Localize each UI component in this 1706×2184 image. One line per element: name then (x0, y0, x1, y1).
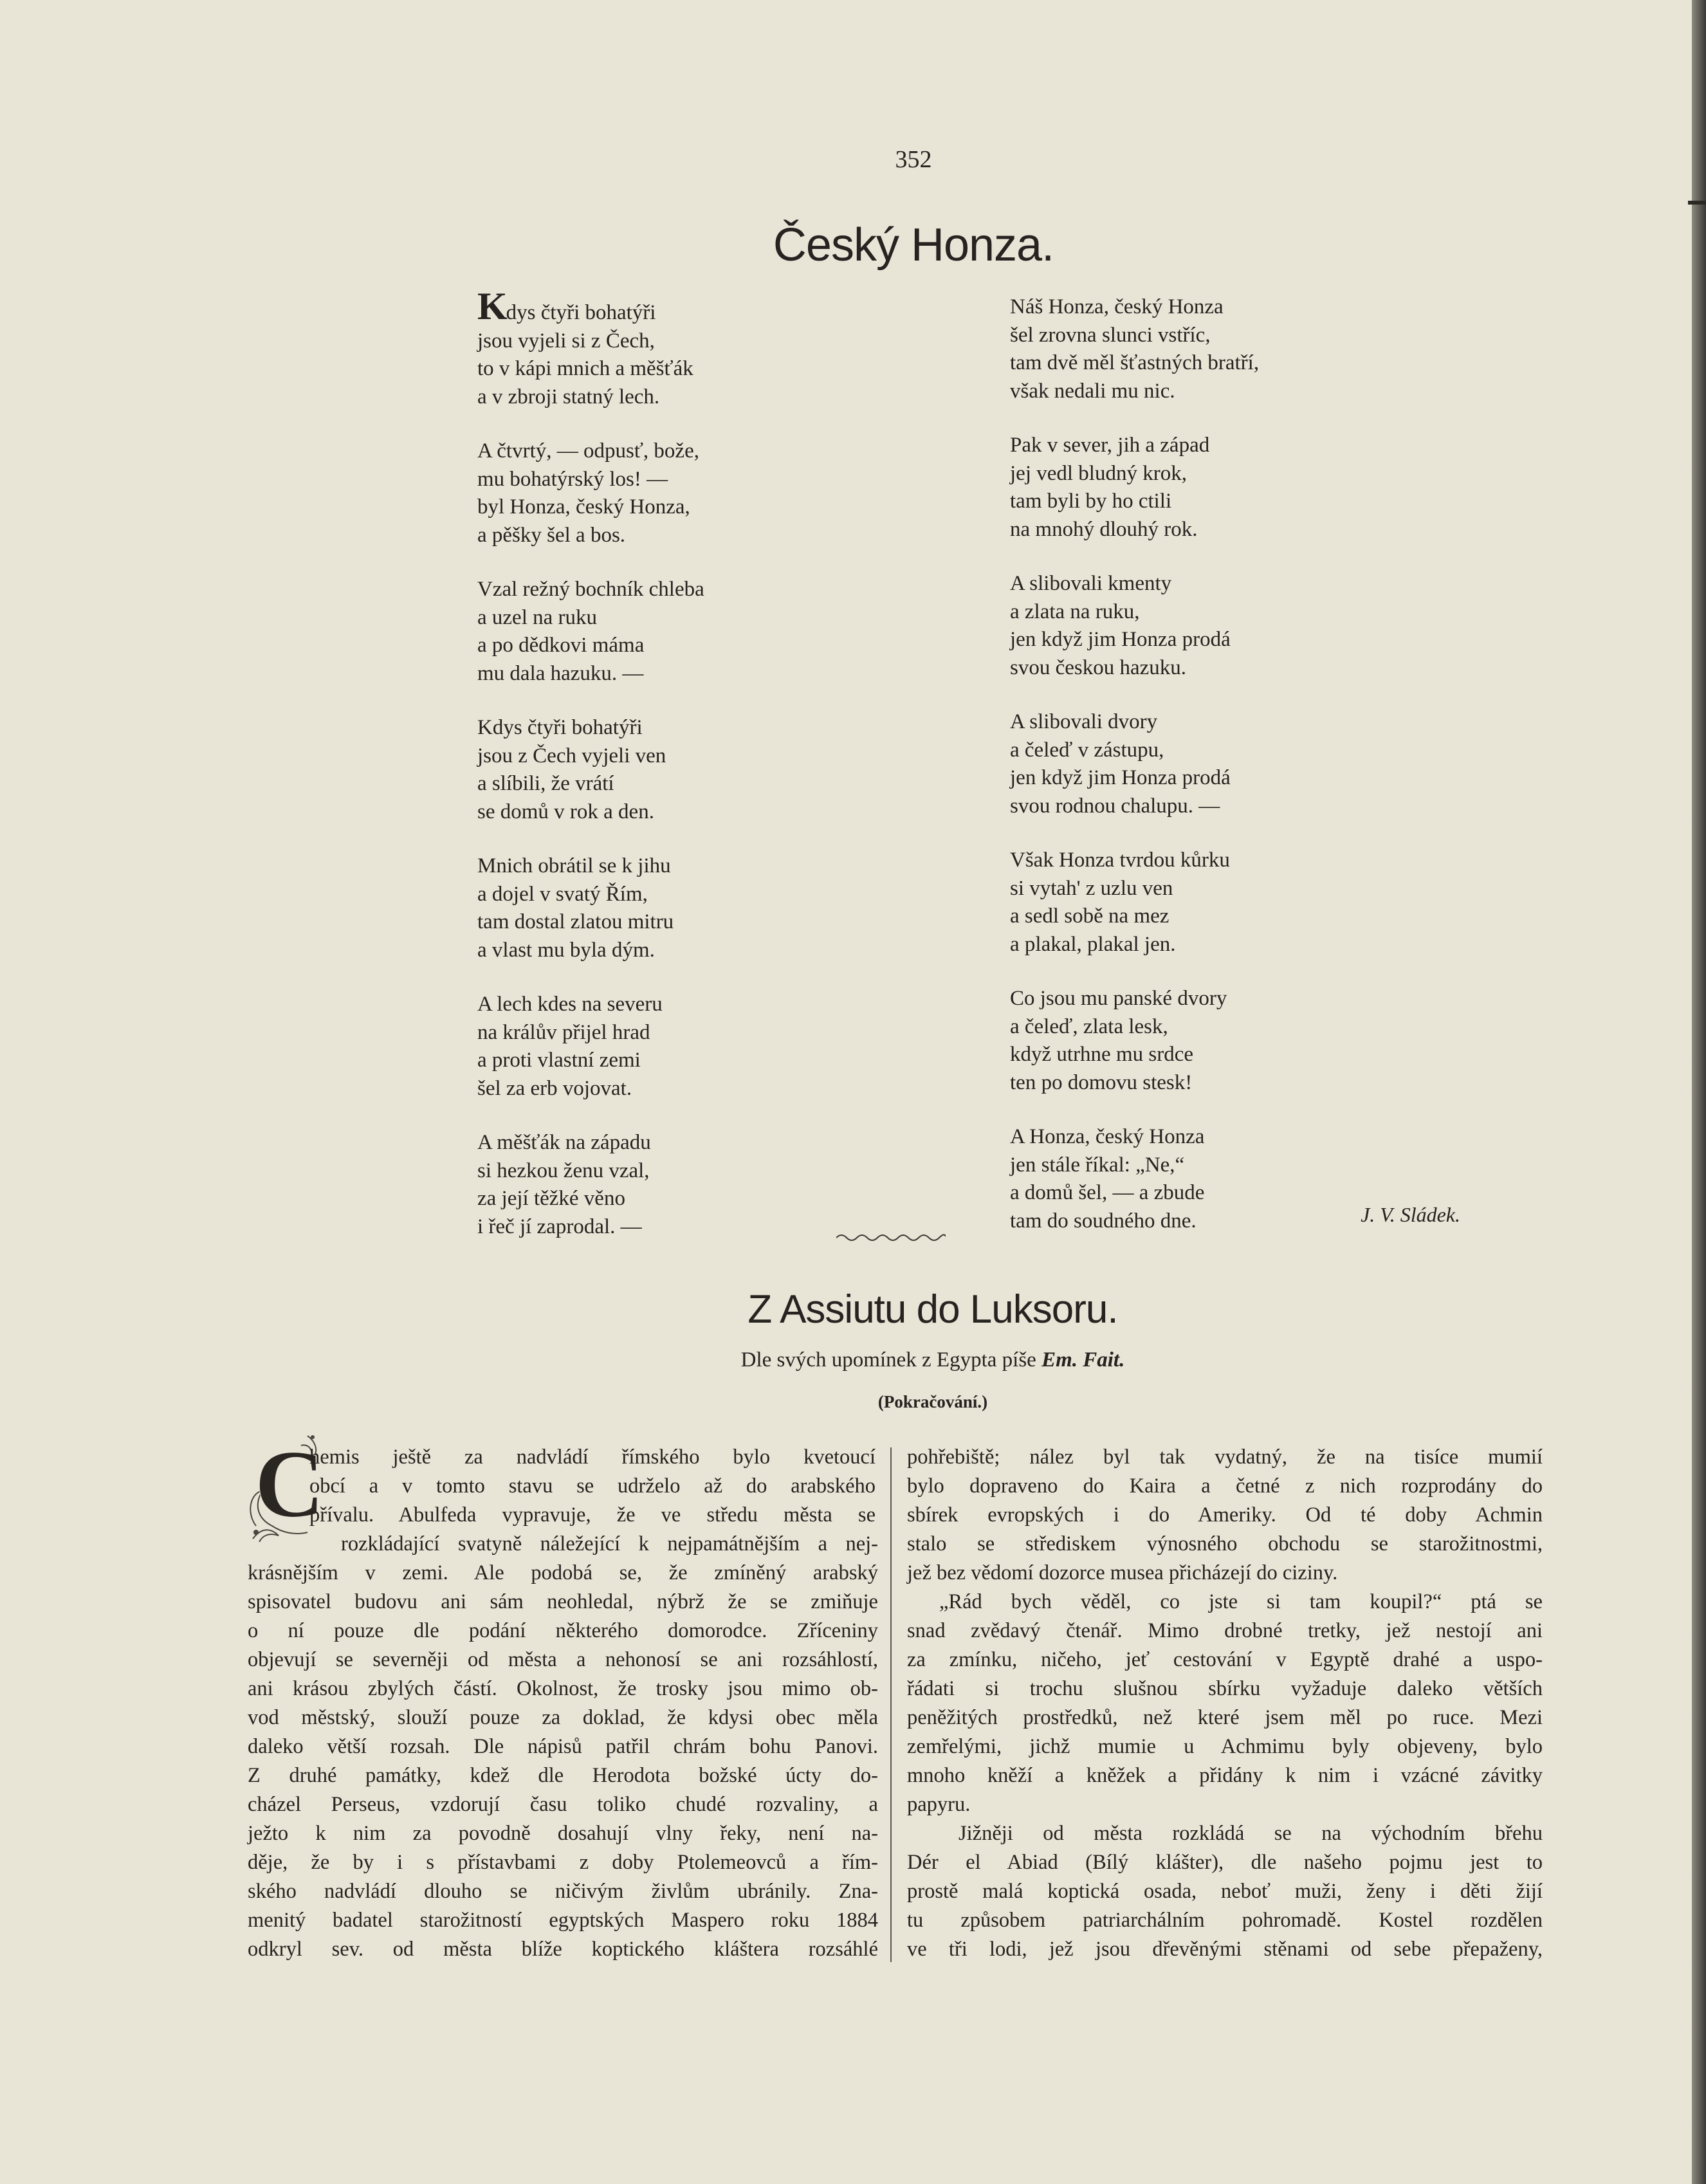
verse-line: a uzel na ruku (477, 605, 597, 629)
article-author: Em. Fait. (1041, 1348, 1125, 1372)
text-line: peněžitých prostředků, než které jsem měl po ruce. Mezi (907, 1706, 1543, 1729)
text-line: Z druhé památky, kdež dle Herodota božské úcty do- (248, 1764, 878, 1787)
verse-line: Náš Honza, český Honza (1010, 295, 1224, 318)
verse-line: a pěšky šel a bos. (477, 523, 626, 547)
stanza (1010, 985, 1396, 1097)
verse-line: a po dědkovi máma (477, 634, 645, 657)
text-line: mnoho kněží a kněžek a přidány k nim i vzácné závitky (907, 1764, 1543, 1787)
verse-line: A slibovali dvory (1010, 710, 1158, 733)
verse-line: a zlata na ruku, (1010, 600, 1140, 623)
verse-line: za její těžké věno (477, 1187, 625, 1210)
verse-line: Mnich obrátil se k jihu (477, 854, 671, 877)
stanza (1010, 432, 1396, 544)
text-line: děje, že by i s přístavbami z doby Ptolemeovců a řím- (248, 1851, 878, 1874)
verse-line: na králův přijel hrad (477, 1020, 650, 1044)
text-line: papyru. (907, 1793, 971, 1816)
poem-title: Český Honza. (773, 219, 1054, 271)
stanza (477, 852, 838, 964)
verse-line: a čeleď, zlata lesk, (1010, 1014, 1168, 1038)
verse-initial: K (477, 285, 506, 327)
text-line: sbírek evropských i do Ameriky. Od té doby Achmin (907, 1503, 1543, 1527)
poem-right-column (1010, 293, 1396, 1262)
verse-line: šel zrovna slunci vstříc, (1010, 323, 1211, 347)
verse-line: to v kápi mnich a měšťák (477, 357, 693, 380)
text-line: ježto k nim za povodně dosahují vlny řeky, není na- (248, 1822, 878, 1845)
text-line: ve tři lodi, jež jsou dřevěnými stěnami od sebe přepaženy, (907, 1938, 1543, 1961)
book-spine (1692, 0, 1706, 2184)
article-subtitle: Dle svých upomínek z Egypta píše Em. Fait. (740, 1348, 1125, 1372)
text-line: hemis ještě za nadvládí římského bylo kvetoucí (309, 1445, 876, 1469)
verse-line: a vlast mu byla dým. (477, 938, 655, 962)
text-line: přívalu. Abulfeda vypravuje, že ve středu města se (309, 1503, 876, 1527)
verse-line: a v zbroji statný lech. (477, 385, 660, 408)
wave-ornament-divider (836, 1230, 946, 1243)
text-line: řádati si trochu slušnou sbírku vyžaduje daleko větších (907, 1677, 1543, 1700)
verse-line: a proti vlastní zemi (477, 1049, 641, 1072)
stanza (477, 991, 838, 1103)
verse-line: a slíbili, že vrátí (477, 772, 614, 795)
text-line: zemřelými, jichž mumie u Achmimu byly objeveny, bylo (907, 1735, 1543, 1758)
spine-mark (1688, 201, 1706, 205)
text-line: „Rád bych věděl, co jste si tam koupil?“ ptá se (939, 1590, 1543, 1613)
article-title: Z Assiutu do Luksoru. (748, 1287, 1118, 1332)
text-line: ani krásou zbylých částí. Okolnost, že trosky jsou mimo ob- (248, 1677, 878, 1700)
text-line: snad zvědavý čtenář. Mimo drobné tretky, jež nestojí ani (907, 1619, 1543, 1642)
stanza (477, 714, 838, 826)
poem-left-column (477, 285, 838, 1267)
verse-line: Však Honza tvrdou kůrku (1010, 849, 1230, 872)
text-line: pohřebiště; nález byl tak vydatný, že na tisíce mumií (907, 1445, 1543, 1469)
verse-line: jej vedl bludný krok, (1010, 461, 1187, 485)
stanza (477, 576, 838, 688)
verse-line: jsou z Čech vyjeli ven (477, 744, 666, 767)
stanza (477, 285, 838, 411)
text-line: bylo dopraveno do Kaira a četné z nich rozprodány do (907, 1474, 1543, 1498)
stanza (1010, 293, 1396, 405)
verse-line: tam dvě měl šťastných bratří, (1010, 351, 1260, 374)
poem-author: J. V. Sládek. (1361, 1203, 1460, 1226)
stanza (1010, 708, 1396, 820)
article-column-right (907, 1443, 1543, 1964)
text-line: cházel Perseus, vzdorují času toliko chudé rozvaliny, a (248, 1793, 878, 1816)
text-line: obcí a v tomto stavu se udrželo až do arabského (309, 1474, 876, 1498)
text-line: krásnějším v zemi. Ale podobá se, že zmíněný arabský (248, 1561, 878, 1584)
verse-line: A čtvrtý, — odpusť, bože, (477, 439, 699, 463)
text-line: stalo se střediskem výnosného obchodu se starožitnostmi, (907, 1532, 1543, 1555)
verse-line: i řeč jí zaprodal. — (477, 1215, 642, 1238)
verse-line: ten po domovu stesk! (1010, 1070, 1193, 1094)
verse-line: A Honza, český Honza (1010, 1125, 1205, 1148)
text-line: Dér el Abiad (Bílý klášter), dle našeho pojmu jest to (907, 1851, 1543, 1874)
text-line: rozkládající svatyně náležející k nejpamátnějším a nej- (341, 1532, 878, 1555)
verse-line: na mnohý dlouhý rok. (1010, 517, 1198, 541)
text-line: daleko větší rozsah. Dle nápisů patřil chrám bohu Panovi. (248, 1735, 878, 1758)
verse-line: a domů šel, — a zbude (1010, 1181, 1205, 1204)
verse-line: jen stále říkal: „Ne,“ (1010, 1153, 1185, 1177)
verse-line: a plakal, plakal jen. (1010, 932, 1176, 956)
verse-line: Pak v sever, jih a západ (1010, 434, 1210, 457)
text-line: jež bez vědomí dozorce musea přicházejí do ciziny. (907, 1561, 1338, 1584)
stanza (477, 1129, 838, 1241)
svg-text:C: C (255, 1431, 324, 1537)
verse-line: Kdys čtyři bohatýři (477, 716, 643, 739)
verse-line: A slibovali kmenty (1010, 572, 1172, 595)
text-line: tu způsobem patriarchálním pohromadě. Kostel rozdělen (907, 1909, 1543, 1932)
text-line: prostě malá koptická osada, neboť muži, ženy i děti žijí (907, 1880, 1543, 1903)
article-column-left (248, 1443, 878, 1964)
verse-line: si vytah' z uzlu ven (1010, 876, 1173, 900)
verse-line: Kdys čtyři bohatýři (477, 285, 656, 327)
verse-line: jsou vyjeli si z Čech, (477, 329, 655, 353)
verse-line: jen když jim Honza prodá (1010, 628, 1231, 651)
verse-line: A měšťák na západu (477, 1131, 651, 1154)
verse-line: mu bohatýrský los! — (477, 467, 668, 491)
verse-line: a čeleď v zástupu, (1010, 738, 1164, 762)
text-line: Jižněji od města rozkládá se na východním břehu (958, 1822, 1543, 1845)
text-line: objevují se severněji od města a nehonosí se ani rozsáhlostí, (248, 1648, 878, 1671)
verse-line: A lech kdes na severu (477, 993, 663, 1016)
verse-line: si hezkou ženu vzal, (477, 1159, 650, 1182)
continuation-note: (Pokračování.) (877, 1392, 988, 1411)
verse-line: se domů v rok a den. (477, 800, 654, 823)
verse-line: když utrhne mu srdce (1010, 1043, 1193, 1066)
verse-line: byl Honza, český Honza, (477, 495, 690, 518)
verse-line: mu dala hazuku. — (477, 661, 644, 685)
verse-line: jen když jim Honza prodá (1010, 766, 1231, 789)
verse-line: svou českou hazuku. (1010, 656, 1187, 679)
verse-line: Vzal režný bochník chleba (477, 578, 704, 601)
verse-line: svou rodnou chalupu. — (1010, 794, 1220, 818)
verse-line: tam do soudného dne. (1010, 1209, 1197, 1233)
page-number: 352 (895, 146, 932, 173)
verse-line: šel za erb vojovat. (477, 1076, 632, 1100)
text-line: ského nadvládí dlouho se ničivým živlům ubránily. Zna- (248, 1880, 878, 1903)
verse-line: a dojel v svatý Řím, (477, 882, 648, 906)
verse-line: tam dostal zlatou mitru (477, 910, 674, 933)
column-rule (890, 1447, 892, 1962)
stanza (477, 437, 838, 549)
verse-line: však nedali mu nic. (1010, 379, 1175, 403)
text-line: o ní pouze dle podání některého domorodce. Zříceniny (248, 1619, 878, 1642)
stanza (1010, 570, 1396, 682)
verse-line: tam byli by ho ctili (1010, 490, 1172, 513)
verse-line: a sedl sobě na mez (1010, 904, 1169, 928)
text-line: spisovatel budovu ani sám neohledal, nýbrž že se zmiňuje (248, 1590, 878, 1613)
text-line: za zmínku, ničeho, jeť cestování v Egyptě drahé a uspo- (907, 1648, 1543, 1671)
text-line: odkryl sev. od města blíže koptického kláštera rozsáhlé (248, 1938, 878, 1961)
stanza (1010, 847, 1396, 959)
text-line: menitý badatel starožitností egyptských Maspero roku 1884 (248, 1909, 878, 1932)
verse-line: Co jsou mu panské dvory (1010, 987, 1227, 1010)
text-line: vod městský, slouží pouze za doklad, že kdysi obec měla (248, 1706, 878, 1729)
